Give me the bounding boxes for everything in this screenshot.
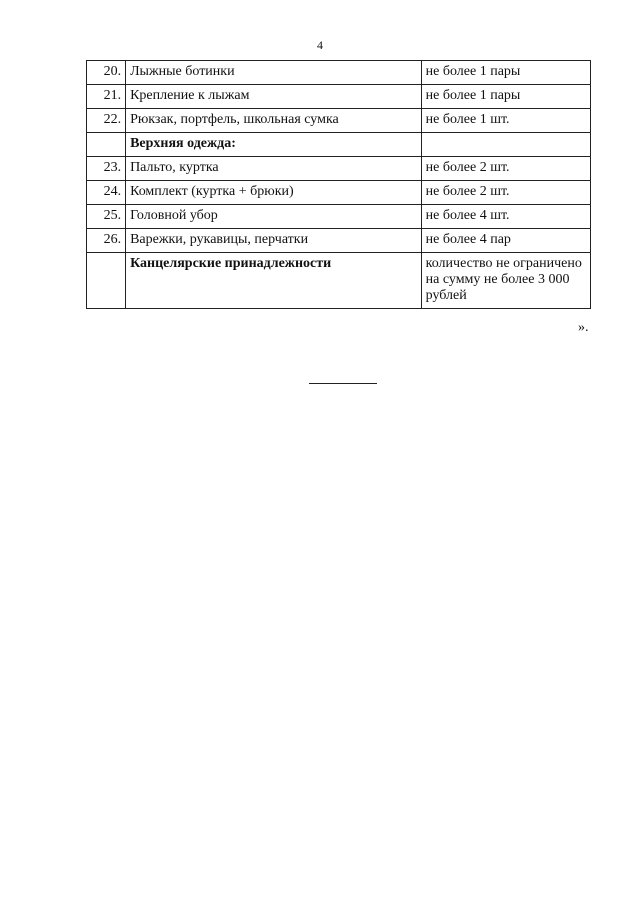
item-quantity: не более 4 шт. [421,205,590,229]
section-title: Верхняя одежда: [126,133,422,157]
item-quantity: не более 1 пары [421,61,590,85]
row-number [87,253,126,309]
page-number: 4 [317,38,323,52]
items-table [86,60,591,309]
end-rule [309,383,377,384]
table-row [87,61,591,85]
item-quantity: не более 2 шт. [421,181,590,205]
table-row [87,205,591,229]
item-quantity: количество не ограничено на сумму не более 3 000 рублей [421,253,590,309]
item-quantity: не более 2 шт. [421,157,590,181]
item-name: Варежки, рукавицы, перчатки [126,229,422,253]
item-quantity: не более 1 шт. [421,109,590,133]
item-name: Комплект (куртка + брюки) [126,181,422,205]
item-name: Пальто, куртка [126,157,422,181]
table-row [87,229,591,253]
row-number: 20. [87,61,126,85]
section-title: Канцелярские принадлежности [126,253,422,309]
table-row [87,85,591,109]
item-name: Рюкзак, портфель, школьная сумка [126,109,422,133]
item-quantity [421,133,590,157]
row-number: 22. [87,109,126,133]
item-name: Лыжные ботинки [126,61,422,85]
row-number: 21. [87,85,126,109]
section-header-row [87,253,591,309]
row-number: 23. [87,157,126,181]
item-name: Крепление к лыжам [126,85,422,109]
item-name: Головной убор [126,205,422,229]
section-header-row [87,133,591,157]
table-row [87,157,591,181]
item-quantity: не более 1 пары [421,85,590,109]
closing-quote: ». [578,320,589,335]
table-row [87,181,591,205]
row-number [87,133,126,157]
row-number: 24. [87,181,126,205]
row-number: 25. [87,205,126,229]
table-row [87,109,591,133]
row-number: 26. [87,229,126,253]
item-quantity: не более 4 пар [421,229,590,253]
